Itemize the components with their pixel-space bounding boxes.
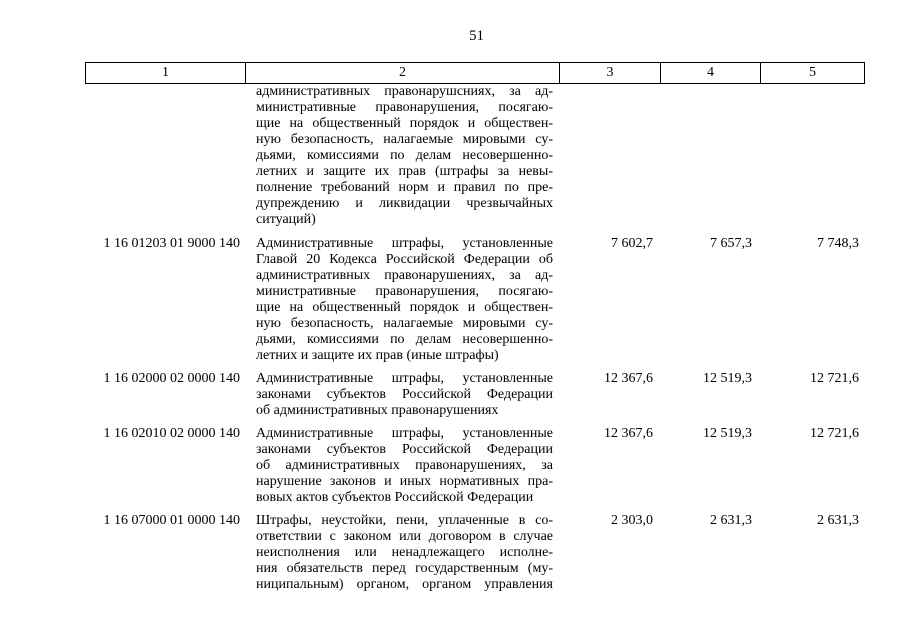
value-col-3: 2 303,0 <box>611 513 653 528</box>
budget-code: 1 16 01203 01 9000 140 <box>103 236 240 251</box>
description-line: ную безопасность, налагаемые мировыми су- <box>256 132 553 147</box>
table-body <box>85 84 864 600</box>
column-header-3: 3 <box>560 63 661 84</box>
description-line: дьями, комиссиями по делам несовершенно- <box>256 332 553 347</box>
column-header-5: 5 <box>761 63 865 84</box>
description-line: законами субъектов Российской Федерации <box>256 442 553 457</box>
description <box>245 84 559 228</box>
table-row <box>85 513 864 593</box>
value-col-3: 12 367,6 <box>604 426 653 441</box>
value-col-3 <box>559 84 660 228</box>
value-col-4: 7 657,3 <box>710 236 752 251</box>
value-col-5: 12 721,6 <box>810 371 859 386</box>
value-col-5: 7 748,3 <box>817 236 859 251</box>
description-line: об административных правонарушениях, за <box>256 458 553 473</box>
description-line: административных правонарушсниях, за ад- <box>256 84 553 99</box>
value-col-4: 12 519,3 <box>703 426 752 441</box>
column-header-2: 2 <box>246 63 560 84</box>
description-line: министративные правонарушения, посягаю- <box>256 284 553 299</box>
description-line: неисполнения или ненадлежащего исполне- <box>256 545 553 560</box>
description-line: дупреждению и ликвидации чрезвычайных <box>256 196 553 211</box>
value-col-4: 12 519,3 <box>703 371 752 386</box>
description-line: ниципальным) органом, органом управления <box>256 577 553 592</box>
table-row <box>85 84 864 228</box>
description <box>245 236 559 364</box>
description <box>245 513 559 593</box>
description-line: щие на общественный порядок и обществен- <box>256 116 553 131</box>
description-line: административных правонарушениях, за ад- <box>256 268 553 283</box>
budget-code <box>85 84 245 228</box>
budget-code: 1 16 07000 01 0000 140 <box>103 513 240 528</box>
description-line: Административные штрафы, установленные <box>256 426 553 441</box>
value-col-3: 7 602,7 <box>611 236 653 251</box>
description-line: ситуаций) <box>256 212 316 227</box>
value-col-5: 2 631,3 <box>817 513 859 528</box>
description-line: нарушение законов и иных нормативных пра- <box>256 474 553 489</box>
value-col-4 <box>660 84 760 228</box>
column-header-1: 1 <box>86 63 246 84</box>
column-header-4: 4 <box>661 63 761 84</box>
table-row <box>85 236 864 364</box>
description-line: ответствии с законом или договором в случае <box>256 529 553 544</box>
column-header-row <box>85 62 865 84</box>
description-line: летних и защите их прав (штрафы за невы- <box>256 164 553 179</box>
budget-code: 1 16 02000 02 0000 140 <box>103 371 240 386</box>
description <box>245 371 559 419</box>
description-line: вовых актов субъектов Российской Федерации <box>256 490 534 505</box>
value-col-3: 12 367,6 <box>604 371 653 386</box>
description-line: ния обязательств перед государственным (му- <box>256 561 553 576</box>
description-line: законами субъектов Российской Федерации <box>256 387 553 402</box>
value-col-5 <box>760 84 864 228</box>
description-line: летних и защите их прав (иные штрафы) <box>256 348 499 363</box>
description-line: Административные штрафы, установленные <box>256 371 553 386</box>
value-col-4: 2 631,3 <box>710 513 752 528</box>
budget-code: 1 16 02010 02 0000 140 <box>103 426 240 441</box>
description-line: щие на общественный порядок и обществен- <box>256 300 553 315</box>
description-line: полнение требований норм и правил по пре- <box>256 180 553 195</box>
description-line: Штрафы, неустойки, пени, уплаченные в со- <box>256 513 553 528</box>
description-line: дьями, комиссиями по делам несовершенно- <box>256 148 553 163</box>
description-line: министративные правонарушения, посягаю- <box>256 100 553 115</box>
table-row <box>85 371 864 419</box>
description-line: об административных правонарушениях <box>256 403 499 418</box>
table-row <box>85 426 864 506</box>
description-line: Главой 20 Кодекса Российской Федерации об <box>256 252 553 267</box>
value-col-5: 12 721,6 <box>810 426 859 441</box>
description-line: ную безопасность, налагаемые мировыми су- <box>256 316 553 331</box>
description <box>245 426 559 506</box>
page-number: 51 <box>469 28 484 44</box>
description-line: Административные штрафы, установленные <box>256 236 553 251</box>
